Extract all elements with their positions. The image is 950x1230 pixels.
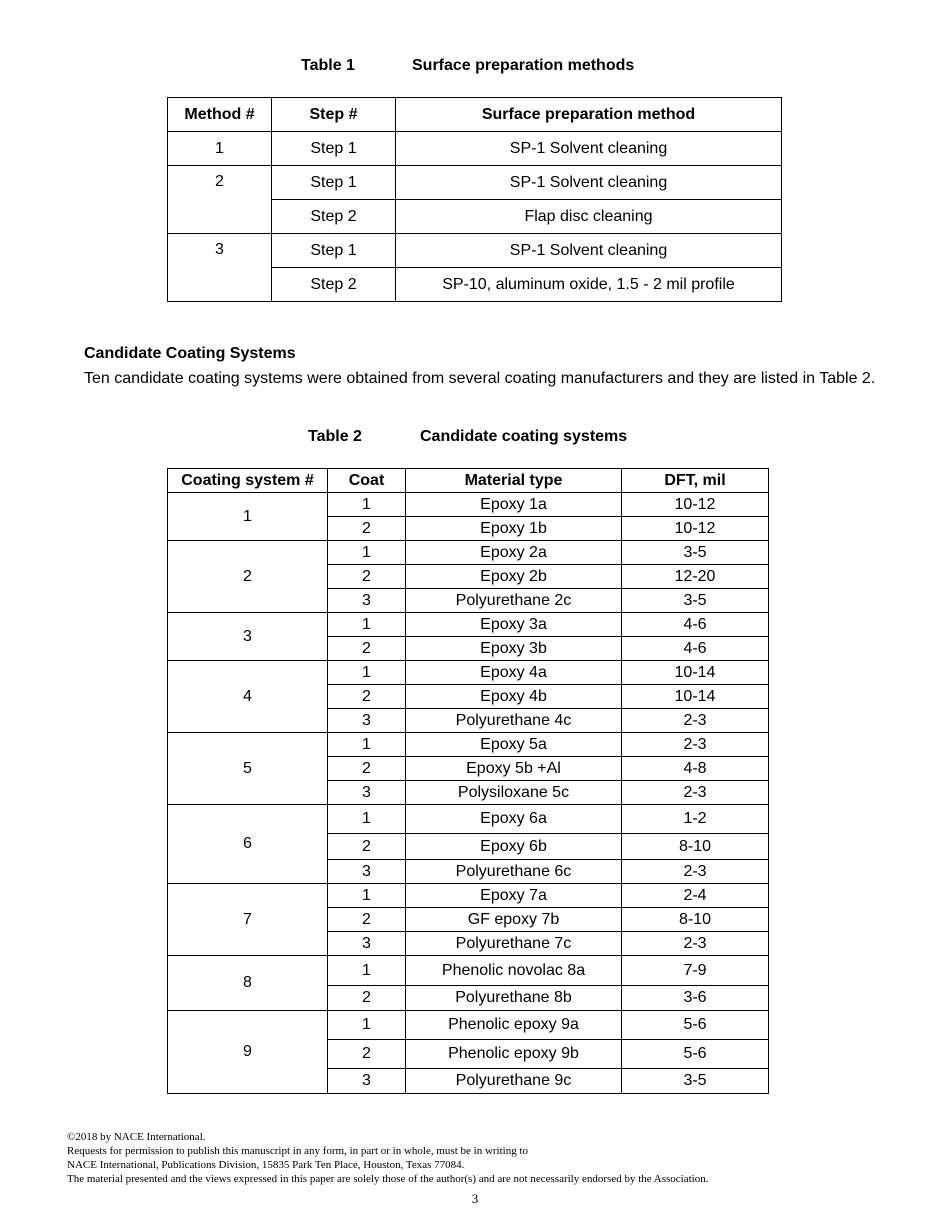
method-cell: 1 — [168, 132, 272, 166]
column-header: Method # — [168, 98, 272, 132]
dft-cell: 7-9 — [622, 956, 769, 986]
material-type-cell: Polyurethane 9c — [406, 1069, 622, 1094]
table2-caption — [308, 428, 627, 446]
coat-cell: 3 — [328, 860, 406, 884]
material-type-cell: Epoxy 2b — [406, 565, 622, 589]
material-type-cell: Polyurethane 6c — [406, 860, 622, 884]
table-header-row — [168, 98, 782, 132]
column-header: Coating system # — [168, 469, 328, 493]
step-cell: Step 1 — [272, 166, 396, 200]
table-row — [168, 166, 782, 200]
page-footer — [67, 1130, 927, 1186]
dft-cell: 5-6 — [622, 1040, 769, 1069]
column-header: Material type — [406, 469, 622, 493]
dft-cell: 12-20 — [622, 565, 769, 589]
coat-cell: 2 — [328, 908, 406, 932]
coat-cell: 2 — [328, 834, 406, 860]
dft-cell: 1-2 — [622, 805, 769, 834]
material-type-cell: Polysiloxane 5c — [406, 781, 622, 805]
coating-system-cell: 2 — [168, 541, 328, 613]
dft-cell: 3-5 — [622, 589, 769, 613]
coating-system-cell: 5 — [168, 733, 328, 805]
coating-system-cell: 6 — [168, 805, 328, 884]
step-cell: Step 1 — [272, 234, 396, 268]
coat-cell: 2 — [328, 986, 406, 1011]
table-row — [168, 956, 769, 986]
surface-preparation-table — [167, 97, 782, 302]
coat-cell: 2 — [328, 757, 406, 781]
section-paragraph: Ten candidate coating systems were obtained from several coating manufacturers and they are listed in Table 2. — [84, 370, 876, 387]
coating-system-cell: 1 — [168, 493, 328, 541]
dft-cell: 8-10 — [622, 908, 769, 932]
column-header: DFT, mil — [622, 469, 769, 493]
coating-system-cell: 3 — [168, 613, 328, 661]
material-type-cell: Epoxy 3b — [406, 637, 622, 661]
material-type-cell: Epoxy 4b — [406, 685, 622, 709]
dft-cell: 2-3 — [622, 781, 769, 805]
material-type-cell: GF epoxy 7b — [406, 908, 622, 932]
dft-cell: 8-10 — [622, 834, 769, 860]
coat-cell: 1 — [328, 733, 406, 757]
material-type-cell: Phenolic epoxy 9a — [406, 1011, 622, 1040]
step-cell: Step 2 — [272, 200, 396, 234]
table1-caption-number: Table 1 — [301, 57, 355, 74]
table-row — [168, 541, 769, 565]
column-header: Coat — [328, 469, 406, 493]
footer-line: The material presented and the views expressed in this paper are solely those of the author(s) and are not necessarily endorsed by the Association. — [67, 1173, 709, 1185]
coating-system-cell: 9 — [168, 1011, 328, 1094]
material-type-cell: Phenolic novolac 8a — [406, 956, 622, 986]
table-row — [168, 132, 782, 166]
dft-cell: 10-14 — [622, 685, 769, 709]
coat-cell: 1 — [328, 613, 406, 637]
table-row — [168, 661, 769, 685]
dft-cell: 2-3 — [622, 932, 769, 956]
coat-cell: 1 — [328, 1011, 406, 1040]
coat-cell: 1 — [328, 661, 406, 685]
dft-cell: 4-8 — [622, 757, 769, 781]
coat-cell: 3 — [328, 781, 406, 805]
coating-system-cell: 7 — [168, 884, 328, 956]
material-type-cell: Epoxy 5a — [406, 733, 622, 757]
column-header: Surface preparation method — [396, 98, 782, 132]
method-description-cell: SP-10, aluminum oxide, 1.5 - 2 mil profile — [396, 268, 782, 302]
dft-cell: 2-3 — [622, 709, 769, 733]
footer-line: Requests for permission to publish this manuscript in any form, in part or in whole, must be in writing to — [67, 1145, 529, 1157]
dft-cell: 2-3 — [622, 733, 769, 757]
table-row — [168, 1011, 769, 1040]
material-type-cell: Epoxy 5b +Al — [406, 757, 622, 781]
table-row — [168, 733, 769, 757]
method-description-cell: Flap disc cleaning — [396, 200, 782, 234]
table1-caption — [301, 57, 634, 75]
table-row — [168, 805, 769, 834]
material-type-cell: Epoxy 7a — [406, 884, 622, 908]
footer-copyright: ©2018 by NACE International. — [67, 1131, 206, 1143]
material-type-cell: Epoxy 6a — [406, 805, 622, 834]
material-type-cell: Polyurethane 4c — [406, 709, 622, 733]
material-type-cell: Phenolic epoxy 9b — [406, 1040, 622, 1069]
coat-cell: 2 — [328, 685, 406, 709]
method-description-cell: SP-1 Solvent cleaning — [396, 234, 782, 268]
dft-cell: 4-6 — [622, 637, 769, 661]
coat-cell: 1 — [328, 956, 406, 986]
material-type-cell: Epoxy 1a — [406, 493, 622, 517]
dft-cell: 10-12 — [622, 517, 769, 541]
coating-systems-table — [167, 468, 769, 1094]
dft-cell: 3-5 — [622, 541, 769, 565]
material-type-cell: Epoxy 4a — [406, 661, 622, 685]
dft-cell: 5-6 — [622, 1011, 769, 1040]
method-description-cell: SP-1 Solvent cleaning — [396, 132, 782, 166]
coat-cell: 2 — [328, 1040, 406, 1069]
coat-cell: 3 — [328, 709, 406, 733]
coating-system-cell: 4 — [168, 661, 328, 733]
material-type-cell: Epoxy 3a — [406, 613, 622, 637]
coat-cell: 3 — [328, 589, 406, 613]
table-row — [168, 613, 769, 637]
coat-cell: 1 — [328, 493, 406, 517]
table-row — [168, 493, 769, 517]
step-cell: Step 1 — [272, 132, 396, 166]
coat-cell: 2 — [328, 565, 406, 589]
coating-system-cell: 8 — [168, 956, 328, 1011]
material-type-cell: Epoxy 2a — [406, 541, 622, 565]
table2-caption-number: Table 2 — [308, 428, 362, 445]
method-cell: 3 — [168, 234, 272, 302]
method-description-cell: SP-1 Solvent cleaning — [396, 166, 782, 200]
table-row — [168, 884, 769, 908]
table-header-row — [168, 469, 769, 493]
coat-cell: 1 — [328, 884, 406, 908]
material-type-cell: Polyurethane 7c — [406, 932, 622, 956]
step-cell: Step 2 — [272, 268, 396, 302]
section-title: Candidate Coating Systems — [84, 345, 296, 362]
dft-cell: 3-5 — [622, 1069, 769, 1094]
material-type-cell: Epoxy 1b — [406, 517, 622, 541]
dft-cell: 3-6 — [622, 986, 769, 1011]
table-row — [168, 234, 782, 268]
dft-cell: 4-6 — [622, 613, 769, 637]
coat-cell: 3 — [328, 932, 406, 956]
dft-cell: 2-3 — [622, 860, 769, 884]
material-type-cell: Polyurethane 2c — [406, 589, 622, 613]
table1-caption-title: Surface preparation methods — [412, 57, 635, 74]
dft-cell: 2-4 — [622, 884, 769, 908]
footer-line: NACE International, Publications Division, 15835 Park Ten Place, Houston, Texas 77084. — [67, 1159, 465, 1171]
table2-caption-title: Candidate coating systems — [420, 428, 628, 445]
column-header: Step # — [272, 98, 396, 132]
coat-cell: 1 — [328, 541, 406, 565]
dft-cell: 10-14 — [622, 661, 769, 685]
method-cell: 2 — [168, 166, 272, 234]
coat-cell: 3 — [328, 1069, 406, 1094]
coat-cell: 1 — [328, 805, 406, 834]
coat-cell: 2 — [328, 637, 406, 661]
page-number: 3 — [471, 1191, 479, 1206]
material-type-cell: Epoxy 6b — [406, 834, 622, 860]
material-type-cell: Polyurethane 8b — [406, 986, 622, 1011]
dft-cell: 10-12 — [622, 493, 769, 517]
coat-cell: 2 — [328, 517, 406, 541]
